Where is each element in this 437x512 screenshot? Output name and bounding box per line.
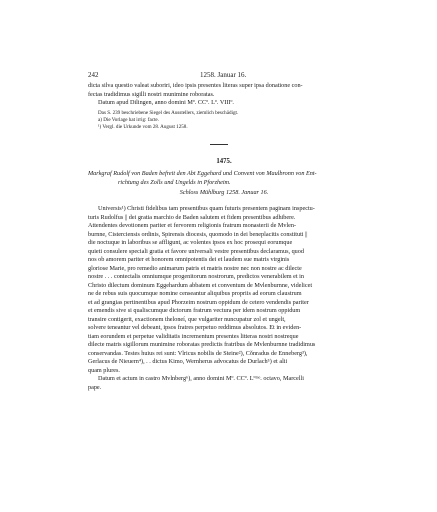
footnote: Das S. 239 beschriebene Siegel des Ausstellers, ziemlich beschädigt. <box>98 110 239 116</box>
body-line: conservandas. Testes huius rei sunt: Vlricus nobilis de Steine²), Cŏnradus de Enneberg³), <box>88 349 308 357</box>
footnote: a) Die Vorlage hat irrig: facte. <box>98 117 159 123</box>
regest-line: richtung des Zolls und Ungelds in Pforzheim. <box>118 178 231 186</box>
body-line: et ad grangias pertinentibus apud Phorzeim nostrum oppidum de cetero vendendis pariter <box>88 298 309 306</box>
place-date: Schloss Mühlburg 1258. Januar 16. <box>179 189 269 196</box>
separator-rule <box>210 144 228 145</box>
body-line: quieti consulere speciali gratia et favore universali vestre presentibus declaramus, quod <box>88 247 304 255</box>
body-line: tiam eorundem et perpetue validitatis incrementum presentes litteras nostri nostreque <box>88 332 299 340</box>
closing-line: pape. <box>88 383 102 391</box>
page-number: 242 <box>88 71 99 79</box>
body-line: solvere teneantur vel debeant, ipsos fratres perpetuo reddimus absolutos. Et in eviden- <box>88 324 302 331</box>
body-line: gloriose Marie, pro remedio animarum patris et matris nostre nec non nostre ac dilecte <box>88 264 302 272</box>
body-line: dilecte matris sigillorum munimine roboratas predictis fratribus de Mvlenburnne tradidimus <box>88 341 316 348</box>
body-line: quam plures. <box>88 366 120 374</box>
datum-line: Datum apud Dilingen, anno domini Mº. CCº. Lº. VIIIº. <box>98 99 234 106</box>
document-body <box>88 205 360 392</box>
regest <box>88 170 360 187</box>
running-title: 1258. Januar 16. <box>200 71 247 79</box>
text-line: fectas tradidimus sigilli nostri munimine roboratas. <box>88 90 215 98</box>
document-number: 1475. <box>216 158 232 165</box>
footnote: ¹) Vergl. die Urkunde vom 28. August 1258. <box>98 124 188 130</box>
body-line: transire contigerit, exactionem theloneí, que vulgariter nuncupatur zol et ungelt, <box>88 315 286 323</box>
body-line: burnne, Cisterciensis ordinis, Spirensis diocesis, quomodo in dei beneplacitis constituti || <box>88 230 308 238</box>
text-line: dicta silva questio valeat suboriri, ideo ipsis presentes literas super ipsa donatione con- <box>88 82 303 89</box>
footnotes <box>88 110 360 131</box>
body-line: turis Rudolfus || dei gratia marchio de Baden salutem et fidem presentibus adhibere. <box>88 213 296 221</box>
body-line: et emendis sive si qualiscumque dictorum fratrum vectura per idem nostrum oppidum <box>88 307 301 314</box>
top-text <box>88 82 360 108</box>
regest-line: Markgraf Rudolf von Baden befreit den Abt Eggehard und Convent von Maulbronn von Ent- <box>88 170 317 177</box>
closing-line: Datum et actum in castro Mvlnberg⁶), anno domini Mº. CCº. Lºᵐᵒ. octavo, Marcelli <box>98 375 304 382</box>
body-line: Christo dilectum dominum Eggehardum abbatem et conventum de Mvlenburnne, videlicet <box>88 281 313 289</box>
body-line: Attendentes devotionem pariter et fervorem religionis fratrum monasterii de Mvlen- <box>88 222 297 229</box>
body-line: nos ob amorem pariter et honorem omnipotentis dei et laudem sue matris virginis <box>88 256 290 263</box>
body-line: ne de rebus suis quocumque nomine censeantur aliquibus propriis ad eorum claustrum <box>88 290 302 297</box>
body-line: Universis¹) Christi fidelibus tam presentibus quam futuris presentem paginam inspectu- <box>98 205 315 212</box>
body-line: nostre . . . contectalis omniumque progenitorum nostrorum, predictos venerabilem et in <box>88 273 304 280</box>
body-line: Gerlacus de Nieuern⁴), . . dictus Kimo, Wernherus advocatus de Durlach⁵) et alii <box>88 358 288 365</box>
body-line: die noctuque in laboribus se affligunt, ac volentes ipsos ex hoc prosequi eorumque <box>88 239 293 246</box>
